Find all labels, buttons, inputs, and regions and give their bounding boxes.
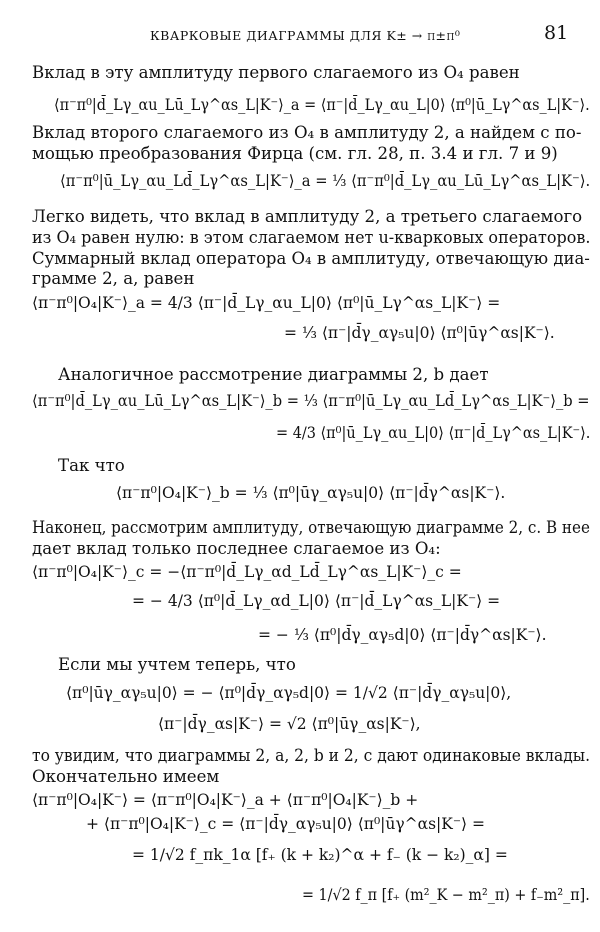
equation: = − ⅓ ⟨π⁰|d̄γ_αγ₅d|0⟩ ⟨π⁻|d̄γ^αs|K⁻⟩. xyxy=(258,626,547,644)
equation: ⟨π⁻π⁰|ū_Lγ_αu_Ld̄_Lγ^αs_L|K⁻⟩_a = ⅓ ⟨π⁻π⁰|d̄_Lγ_αu_Lū_Lγ^αs_L|K⁻⟩. xyxy=(60,172,591,190)
equation: ⟨π⁻π⁰|d̄_Lγ_αu_Lū_Lγ^αs_L|K⁻⟩_b = ⅓ ⟨π⁻π⁰|ū_Lγ_αu_Ld̄_Lγ^αs_L|K⁻⟩_b = xyxy=(32,392,590,410)
equation: = 1/√2 f_πk_1α [f₊ (k + k₂)^α + f₋ (k − k₂)_α] = xyxy=(132,846,508,864)
paragraph-line: Аналогичное рассмотрение диаграммы 2, b дает xyxy=(58,365,489,384)
equation: ⟨π⁻π⁰|d̄_Lγ_αu_Lū_Lγ^αs_L|K⁻⟩_a = ⟨π⁻|d̄_Lγ_αu_L|0⟩ ⟨π⁰|ū_Lγ^αs_L|K⁻⟩. xyxy=(54,96,590,114)
paragraph-line: Наконец, рассмотрим амплитуду, отвечающую диаграмме 2, c. В нее xyxy=(32,518,590,537)
paragraph-line: Если мы учтем теперь, что xyxy=(58,655,296,674)
paragraph-line: Вклад в эту амплитуду первого слагаемого из O₄ равен xyxy=(32,63,520,82)
page-number: 81 xyxy=(544,22,569,44)
paragraph-line: мощью преобразования Фирца (см. гл. 28, п. 3.4 и гл. 7 и 9) xyxy=(32,144,558,163)
equation: = 1/√2 f_π [f₊ (m²_K − m²_π) + f₋m²_π]. xyxy=(302,886,590,904)
paragraph-line: Так что xyxy=(58,456,125,475)
equation: = 4/3 ⟨π⁰|ū_Lγ_αu_L|0⟩ ⟨π⁻|d̄_Lγ^αs_L|K⁻⟩. xyxy=(276,424,591,442)
equation: + ⟨π⁻π⁰|O₄|K⁻⟩_c = ⟨π⁻|d̄γ_αγ₅u|0⟩ ⟨π⁰|ūγ^αs|K⁻⟩ = xyxy=(86,815,486,833)
equation: ⟨π⁻π⁰|O₄|K⁻⟩_a = 4/3 ⟨π⁻|d̄_Lγ_αu_L|0⟩ ⟨π⁰|ū_Lγ^αs_L|K⁻⟩ = xyxy=(32,294,501,312)
equation: ⟨π⁻π⁰|O₄|K⁻⟩_c = −⟨π⁻π⁰|d̄_Lγ_αd_Ld̄_Lγ^αs_L|K⁻⟩_c = xyxy=(32,563,462,581)
running-head: КВАРКОВЫЕ ДИАГРАММЫ ДЛЯ K± → π±π⁰ xyxy=(150,28,461,43)
equation: = − 4/3 ⟨π⁰|d̄_Lγ_αd_L|0⟩ ⟨π⁻|d̄_Lγ^αs_L|K⁻⟩ = xyxy=(132,592,501,610)
paragraph-line: из O₄ равен нулю: в этом слагаемом нет u-кварковых операторов. xyxy=(32,228,591,247)
equation: ⟨π⁻π⁰|O₄|K⁻⟩ = ⟨π⁻π⁰|O₄|K⁻⟩_a + ⟨π⁻π⁰|O₄|K⁻⟩_b + xyxy=(32,791,419,809)
page-header xyxy=(0,22,600,46)
paragraph-line: Легко видеть, что вклад в амплитуду 2, a третьего слагаемого xyxy=(32,207,583,226)
paragraph-line: грамме 2, a, равен xyxy=(32,269,195,288)
paragraph-line: Суммарный вклад оператора O₄ в амплитуду, отвечающую диа- xyxy=(32,249,590,268)
paragraph-line: дает вклад только последнее слагаемое из O₄: xyxy=(32,539,441,558)
paragraph-line: Вклад второго слагаемого из O₄ в амплитуду 2, a найдем с по- xyxy=(32,123,582,142)
paragraph-line: Окончательно имеем xyxy=(32,767,220,786)
equation: = ⅓ ⟨π⁻|d̄γ_αγ₅u|0⟩ ⟨π⁰|ūγ^αs|K⁻⟩. xyxy=(284,324,555,342)
equation: ⟨π⁻|d̄γ_αs|K⁻⟩ = √2 ⟨π⁰|ūγ_αs|K⁻⟩, xyxy=(158,715,421,733)
paragraph-line: то увидим, что диаграммы 2, a, 2, b и 2, c дают одинаковые вклады. xyxy=(32,746,591,765)
equation: ⟨π⁻π⁰|O₄|K⁻⟩_b = ⅓ ⟨π⁰|ūγ_αγ₅u|0⟩ ⟨π⁻|d̄γ^αs|K⁻⟩. xyxy=(116,484,506,502)
equation: ⟨π⁰|ūγ_αγ₅u|0⟩ = − ⟨π⁰|d̄γ_αγ₅d|0⟩ = 1/√2 ⟨π⁻|d̄γ_αγ₅u|0⟩, xyxy=(66,684,512,702)
